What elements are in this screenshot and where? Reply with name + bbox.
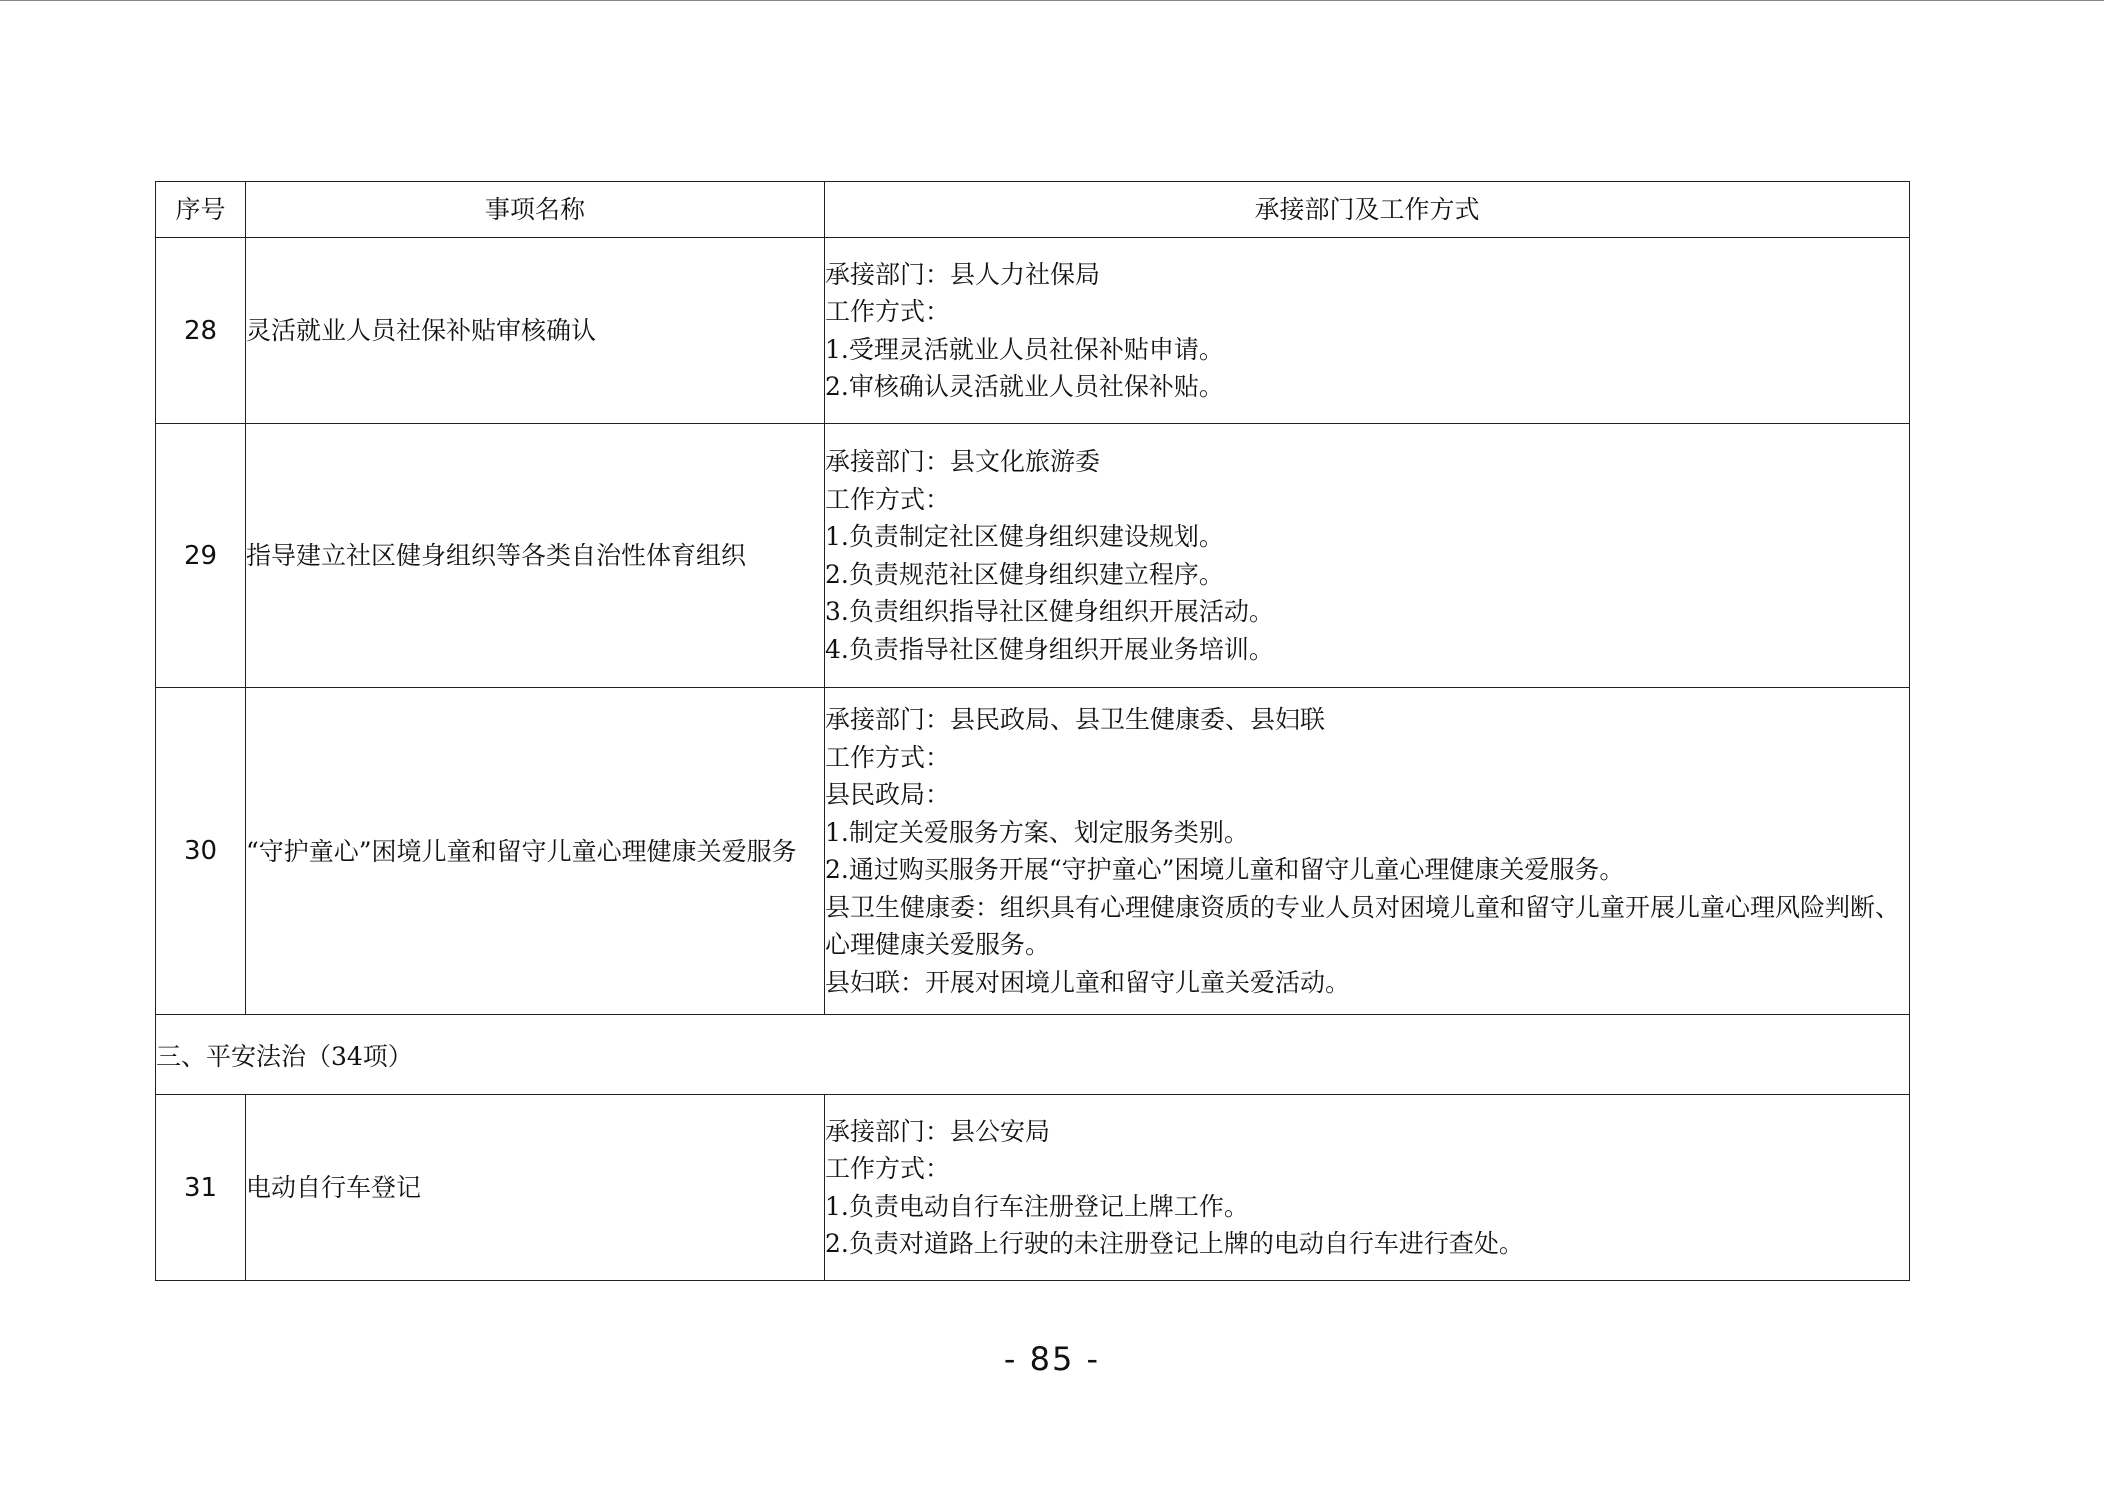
dept-line: 1.负责制定社区健身组织建设规划。	[825, 522, 1224, 551]
items-table	[155, 181, 1910, 1281]
row-dept-method	[825, 688, 1910, 1015]
dept-line: 承接部门：县人力社保局	[825, 259, 1101, 289]
table-row	[156, 238, 1910, 424]
dept-line: 县卫生健康委：组织具有心理健康资质的专业人员对困境儿童和留守儿童开展儿童心理风险判断、心理健康关爱服务。	[825, 892, 1901, 959]
row-no: 28	[156, 238, 246, 424]
header-name: 事项名称	[246, 182, 825, 238]
dept-line: 2.通过购买服务开展“守护童心”困境儿童和留守儿童心理健康关爱服务。	[825, 855, 1625, 884]
row-dept-method	[825, 238, 1910, 424]
row-dept-method	[825, 424, 1910, 688]
row-item-name: 电动自行车登记	[246, 1095, 825, 1281]
table-header-row	[156, 182, 1910, 238]
dept-line: 工作方式：	[825, 484, 951, 514]
row-item-name: 灵活就业人员社保补贴审核确认	[246, 238, 825, 424]
dept-line: 2.审核确认灵活就业人员社保补贴。	[825, 372, 1224, 401]
dept-line: 工作方式：	[825, 1154, 951, 1183]
dept-line: 1.制定关爱服务方案、划定服务类别。	[825, 817, 1249, 847]
table-row	[156, 1095, 1910, 1281]
dept-line: 3.负责组织指导社区健身组织开展活动。	[825, 597, 1274, 626]
dept-line: 2.负责对道路上行驶的未注册登记上牌的电动自行车进行查处。	[825, 1229, 1524, 1258]
dept-line: 承接部门：县公安局	[825, 1116, 1051, 1146]
page-number: - 85 -	[1003, 1340, 1101, 1378]
row-item-name: “守护童心”困境儿童和留守儿童心理健康关爱服务	[246, 688, 825, 1015]
dept-line: 工作方式：	[825, 297, 951, 326]
dept-line: 县妇联：开展对困境儿童和留守儿童关爱活动。	[825, 967, 1351, 997]
table-row	[156, 424, 1910, 688]
row-no: 29	[156, 424, 246, 688]
row-item-name: 指导建立社区健身组织等各类自治性体育组织	[246, 424, 825, 688]
dept-line: 承接部门：县民政局、县卫生健康委、县妇联	[825, 705, 1326, 734]
row-no: 31	[156, 1095, 246, 1281]
table-row	[156, 688, 1910, 1015]
row-no: 30	[156, 688, 246, 1015]
dept-line: 2.负责规范社区健身组织建立程序。	[825, 559, 1224, 589]
dept-line: 1.受理灵活就业人员社保补贴申请。	[825, 334, 1224, 364]
row-dept-method	[825, 1095, 1910, 1281]
dept-line: 承接部门：县文化旅游委	[825, 447, 1101, 476]
section-row	[156, 1015, 1910, 1095]
dept-line: 工作方式：	[825, 742, 951, 772]
header-dept: 承接部门及工作方式	[825, 182, 1910, 238]
section-heading: 三、平安法治（34项）	[156, 1015, 1910, 1095]
header-no: 序号	[156, 182, 246, 238]
dept-line: 4.负责指导社区健身组织开展业务培训。	[825, 634, 1274, 664]
dept-line: 县民政局：	[825, 780, 951, 809]
page-top-border	[0, 0, 2104, 1]
dept-line: 1.负责电动自行车注册登记上牌工作。	[825, 1191, 1249, 1221]
